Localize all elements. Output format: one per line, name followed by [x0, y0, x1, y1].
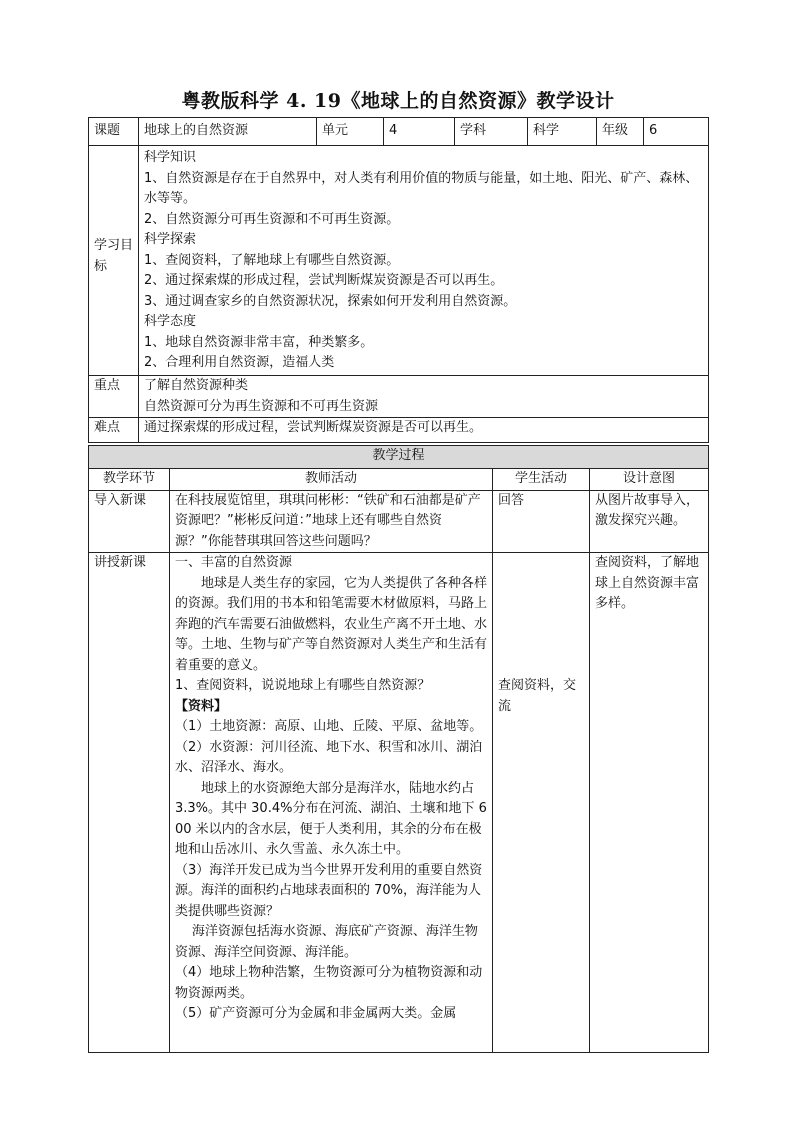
teacher-line: 地球上的水资源绝大部分是海洋水，陆地水约占 3.3%。其中 30.4%分布在河流、湖泊、土壤和地下 600 米以内的含水层，便于人类利用，其余的分布在极地和山岳冰川、永久雪盖、永久冻土中。 — [175, 780, 487, 857]
objective-line: 科学知识 — [144, 150, 197, 165]
difficulty-content: 通过探索煤的形成过程，尝试判断煤炭资源是否可以再生。 — [139, 418, 709, 443]
grade-label: 年级 — [597, 118, 644, 146]
teaching-process-table — [88, 445, 709, 1053]
lesson-student-text: 查阅资料，交流 — [498, 678, 577, 714]
lesson-row — [89, 553, 709, 1053]
info-row — [89, 118, 709, 146]
objective-line: 科学探索 — [144, 232, 197, 247]
document-title: 粤教版科学 4. 19《地球上的自然资源》教学设计 — [181, 90, 615, 112]
objective-line: 1、自然资源是存在于自然界中，对人类有利用价值的物质与能量，如土地、阳光、矿产、森林、水等等。 — [144, 170, 699, 206]
lesson-info-table — [88, 117, 709, 443]
objectives-label: 学习目标 — [89, 146, 139, 376]
teacher-line: （2）水资源：河川径流、地下水、积雪和冰川、湖泊水、沼泽水、海水。 — [175, 739, 483, 775]
key-point-line: 了解自然资源种类 — [144, 378, 249, 393]
lesson-stage: 讲授新课 — [89, 553, 170, 1053]
subject-label: 学科 — [455, 118, 528, 146]
objective-line: 3、通过调查家乡的自然资源状况，探索如何开发利用自然资源。 — [144, 293, 517, 309]
unit-value: 4 — [384, 118, 455, 146]
difficulty-label: 难点 — [89, 418, 139, 443]
course-label: 课题 — [89, 118, 139, 146]
subject-value: 科学 — [528, 118, 597, 146]
header-teacher: 教师活动 — [170, 469, 493, 491]
objective-line: 2、通过探索煤的形成过程，尝试判断煤炭资源是否可以再生。 — [144, 273, 504, 288]
objective-line: 2、合理利用自然资源，造福人类 — [144, 355, 335, 370]
teacher-line: （5）矿产资源可分为金属和非金属两大类。金属 — [175, 1006, 457, 1021]
teacher-line: （1）土地资源：高原、山地、丘陵、平原、盆地等。 — [175, 719, 483, 734]
objective-line: 1、地球自然资源非常丰富，种类繁多。 — [144, 334, 374, 350]
intro-student: 回答 — [493, 490, 590, 553]
header-intent: 设计意图 — [590, 469, 709, 491]
teacher-line: 一、丰富的自然资源 — [175, 555, 293, 570]
objectives-row — [89, 146, 709, 376]
process-section-title: 教学过程 — [89, 446, 709, 469]
key-points-row — [89, 376, 709, 418]
key-points-label: 重点 — [89, 376, 139, 418]
grade-value: 6 — [644, 118, 709, 146]
unit-label: 单元 — [317, 118, 384, 146]
teacher-line: （3）海洋开发已成为当今世界开发利用的重要自然资源。海洋的面积约占地球表面积的 70%，海洋能为人类提供哪些资源？ — [175, 862, 483, 919]
key-points-content — [139, 376, 709, 418]
intro-intent: 从图片故事导入，激发探究兴趣。 — [590, 490, 709, 553]
lesson-teacher — [170, 553, 493, 1053]
intro-teacher: 在科技展览馆里，琪琪问彬彬：“铁矿和石油都是矿产资源吧？”彬彬反问道：”地球上还有哪些自然资源？”你能替琪琪回答这些问题吗？ — [170, 490, 493, 553]
objective-line: 2、自然资源分可再生资源和不可再生资源。 — [144, 211, 400, 227]
teacher-line: 海洋资源包括海水资源、海底矿产资源、海洋生物资源、海洋空间资源、海洋能。 — [175, 924, 478, 960]
objective-line: 1、查阅资料，了解地球上有哪些自然资源。 — [144, 252, 400, 268]
process-header-row — [89, 469, 709, 491]
course-value: 地球上的自然资源 — [139, 118, 317, 146]
intro-stage: 导入新课 — [89, 490, 170, 553]
difficulty-row — [89, 418, 709, 443]
teacher-line: 【资料】 — [175, 698, 228, 714]
process-title-row — [89, 446, 709, 469]
teacher-line: （4）地球上物种浩繁，生物资源可分为植物资源和动物资源两类。 — [175, 965, 483, 1001]
objective-line: 科学态度 — [144, 314, 197, 329]
objectives-content — [139, 146, 709, 376]
intro-row — [89, 490, 709, 553]
header-stage: 教学环节 — [89, 469, 170, 491]
header-student: 学生活动 — [493, 469, 590, 491]
teacher-line: 地球是人类生存的家园，它为人类提供了各种各样的资源。我们用的书本和铅笔需要木材做原料，马路上奔跑的汽车需要石油做燃料，农业生产离不开土地、水等。土地、生物与矿产等自然资源对人类生产和生活有着重要的意义。 — [175, 575, 488, 673]
key-point-line: 自然资源可分为再生资源和不可再生资源 — [144, 398, 379, 414]
lesson-student — [493, 553, 590, 1053]
lesson-intent: 查阅资料，了解地球上自然资源丰富多样。 — [590, 553, 709, 1053]
teacher-line: 1、查阅资料，说说地球上有哪些自然资源？ — [175, 678, 431, 693]
